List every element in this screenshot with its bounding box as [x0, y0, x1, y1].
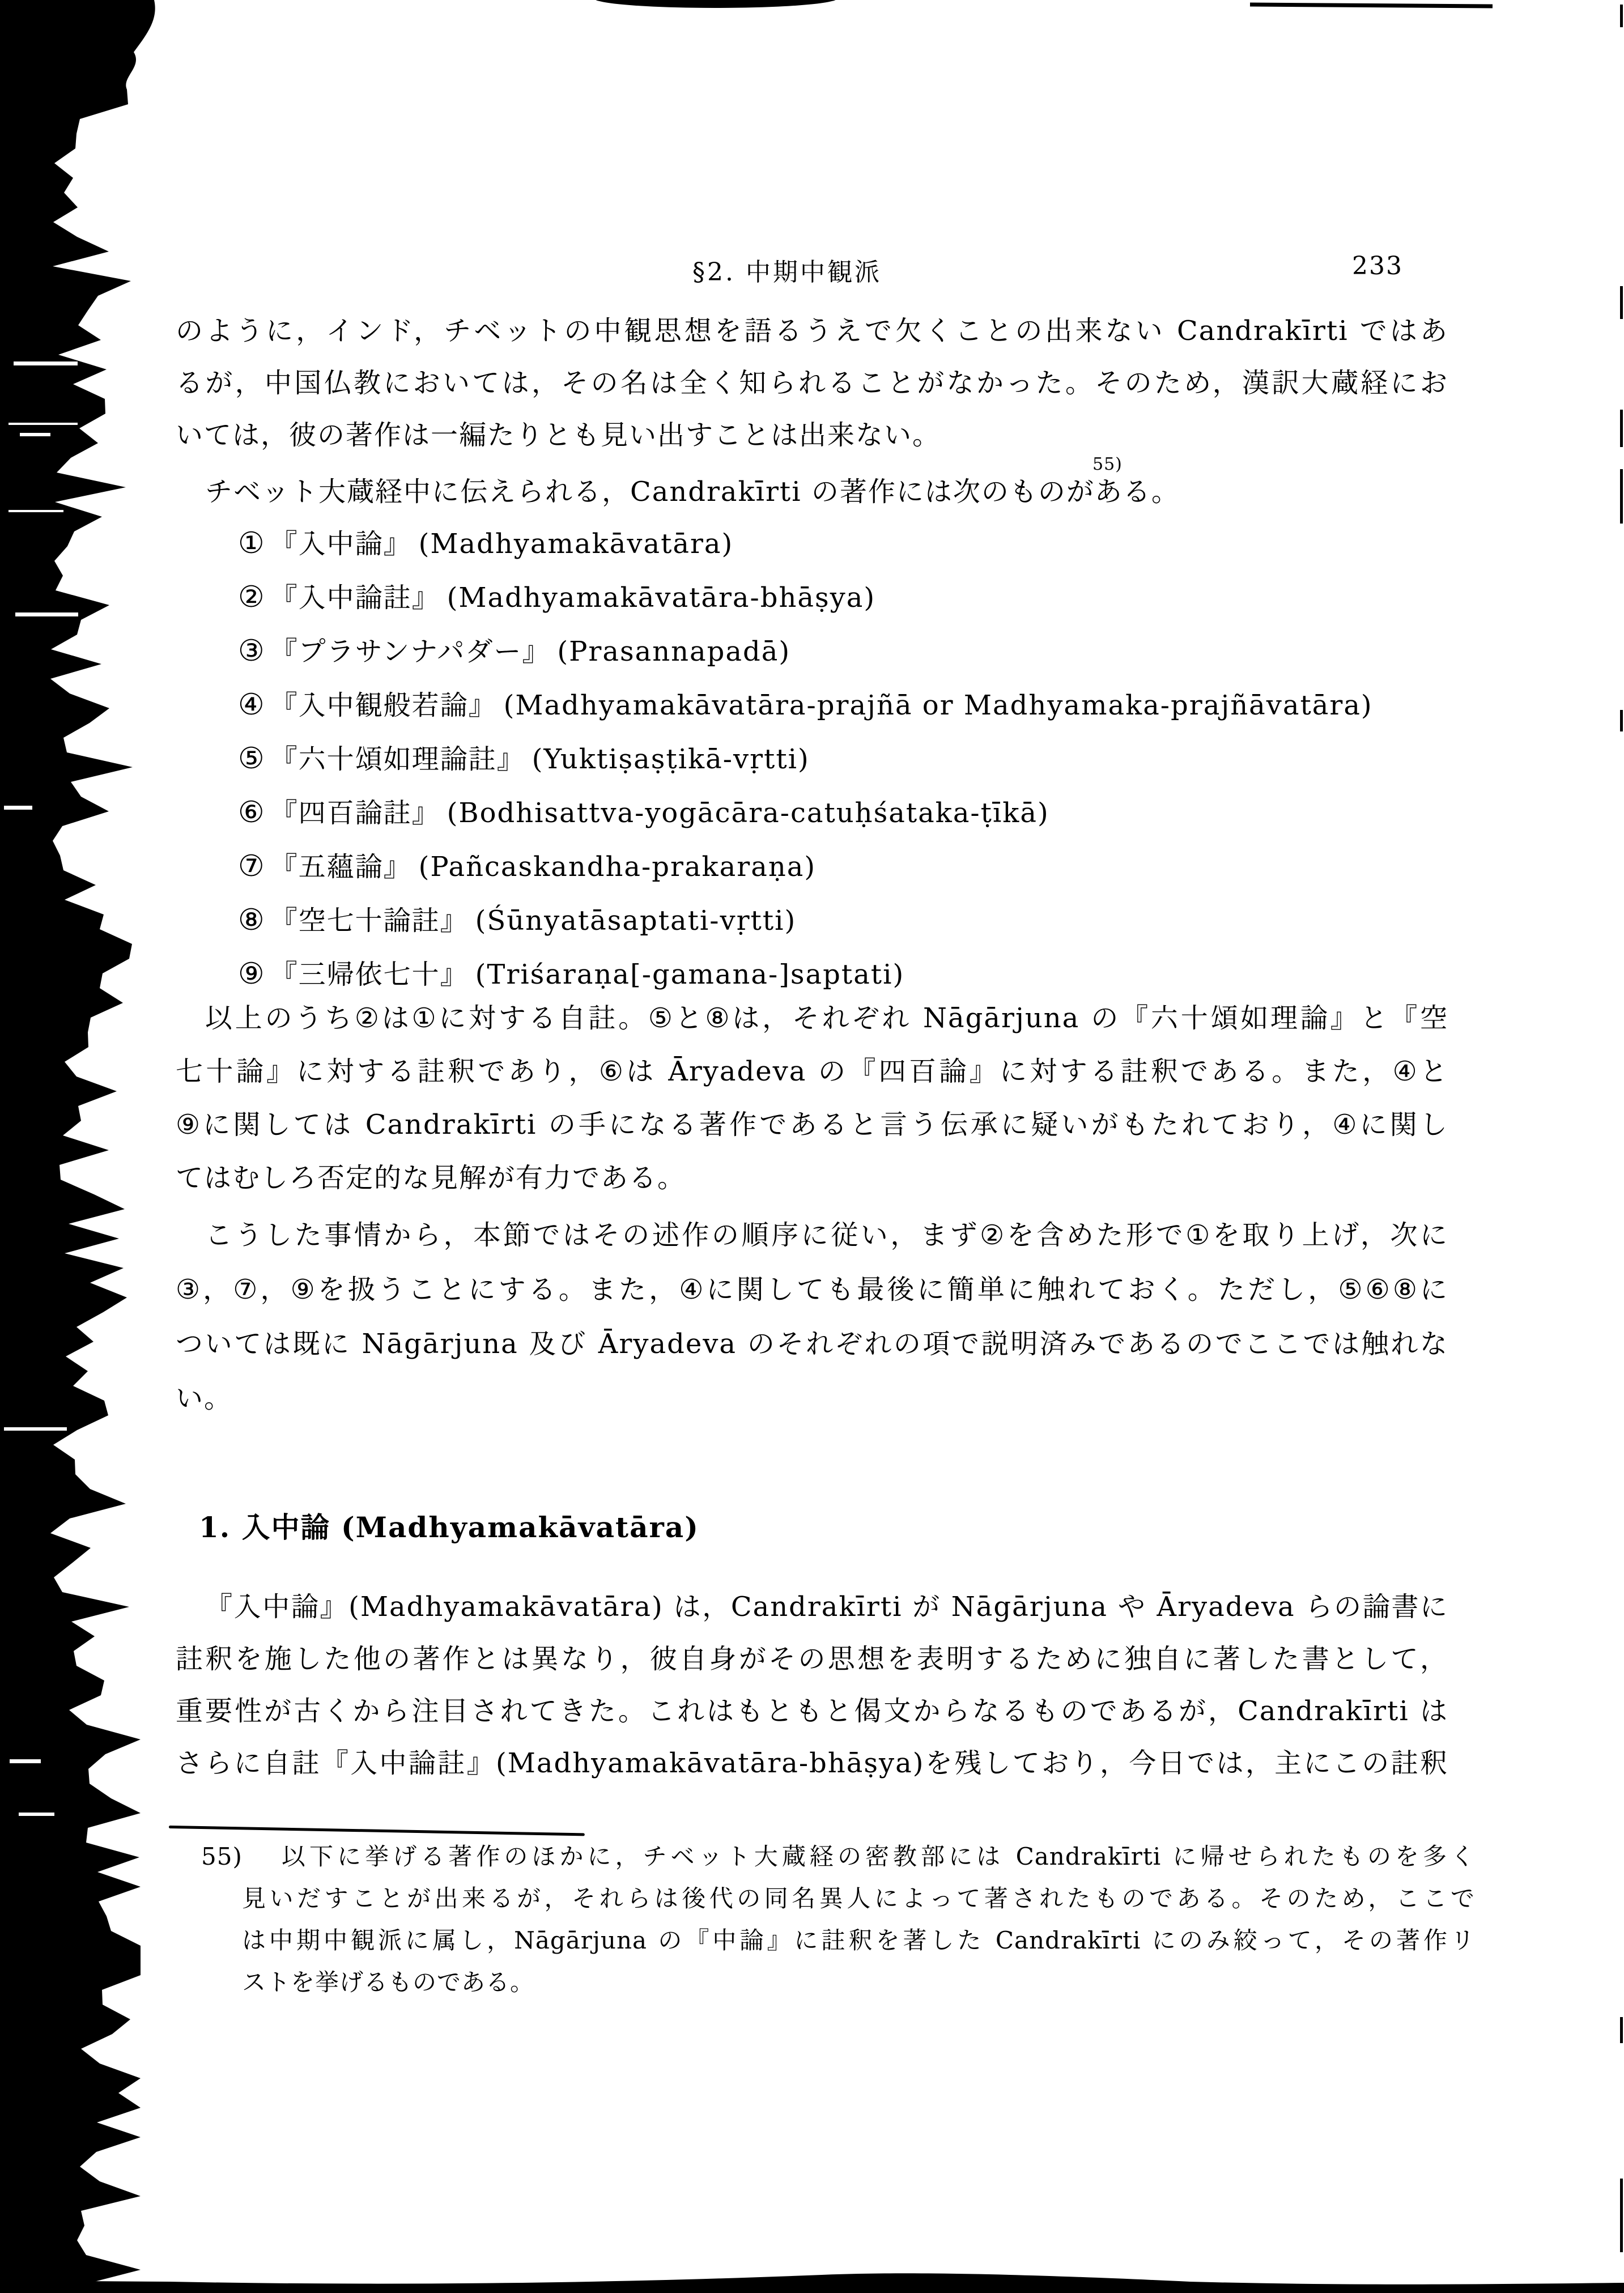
section-heading: 1. 入中論 (Madhyamakāvatāra): [199, 1511, 699, 1544]
work-romanization: (Prasannapadā): [557, 636, 791, 667]
body-line: こうした事情から，本節ではその述作の順序に従い，まず②を含めた形で①を取り上げ，次に: [205, 1219, 1448, 1251]
scan-artifact-right-edge: [1620, 2017, 1623, 2043]
body-line: 以上のうち②は①に対する自註。⑤と⑧は，それぞれ Nāgārjuna の『六十頌如理論』と『空: [205, 1002, 1448, 1034]
body-line: チベット大蔵経中に伝えられる，Candrakīrti の著作には次のものがある。: [205, 476, 1180, 508]
list-item-work-2: [238, 571, 1448, 624]
list-item-work-6: [238, 786, 1448, 840]
paragraph-3: [176, 992, 1448, 1205]
body-line: ついては既に Nāgārjuna 及び Āryadeva のそれぞれの項で説明済みであるのでここでは触れな: [176, 1328, 1448, 1360]
scan-artifact-right-edge: [1620, 710, 1623, 731]
circled-number: ⑨: [238, 957, 265, 991]
body-line: い。: [176, 1382, 233, 1414]
running-head-section-title: §2. 中期中観派: [692, 258, 882, 287]
work-title: 『入中観般若論』: [270, 690, 497, 721]
footnote-ref-superscript: 55): [1092, 454, 1123, 474]
footnote-line: ストを挙げるものである。: [242, 1968, 535, 1996]
page-number: 233: [1352, 252, 1403, 280]
works-list: [176, 517, 1448, 1001]
work-romanization: (Yuktiṣaṣṭikā-vṛtti): [532, 743, 810, 775]
body-line: るが，中国仏教においては，その名は全く知られることがなかった。そのため，漢訳大蔵経にお: [176, 367, 1448, 399]
work-title: 『五蘊論』: [270, 851, 412, 883]
circled-number: ④: [238, 688, 265, 722]
footnote-separator-rule: [169, 1826, 585, 1836]
scan-artifact-top-right-line: [1250, 3, 1493, 8]
footnote-number: 55): [201, 1843, 243, 1870]
circled-number: ①: [238, 526, 265, 560]
work-title: 『プラサンナパダー』: [270, 636, 551, 667]
work-romanization: (Pañcaskandha-prakaraṇa): [418, 851, 817, 883]
circled-number: ②: [238, 580, 265, 614]
footnote-line: 見いだすことが出来るが，それらは後代の同名異人によって著されたものである。そのため，ここで: [242, 1884, 1475, 1912]
work-romanization: (Madhyamakāvatāra-bhāṣya): [447, 582, 876, 614]
scan-artifact-top-arc: [594, 0, 837, 8]
list-item-work-7: [238, 840, 1448, 894]
work-romanization: (Triśaraṇa[-gamana-]saptati): [475, 959, 905, 990]
scan-gutter-artifact: [0, 0, 170, 2293]
scan-artifact-right-edge: [1620, 469, 1623, 524]
circled-number: ③: [238, 634, 265, 668]
paragraph-1: [176, 305, 1448, 461]
body-line: てはむしろ否定的な見解が有力である。: [176, 1162, 686, 1194]
footnote-55: [201, 1836, 1475, 2003]
scan-artifact-bottom-bar: [0, 2269, 1624, 2293]
body-line: 重要性が古くから注目されてきた。これはもともと偈文からなるものであるが，Candrakīrti は: [176, 1695, 1448, 1727]
paragraph-2-intro: [176, 466, 1448, 518]
body-line: のように，インド，チベットの中観思想を語るうえで欠くことの出来ない Candrakīrti ではあ: [176, 315, 1448, 347]
body-line: 註釈を施した他の著作とは異なり，彼自身がその思想を表明するために独自に著した書として，: [176, 1643, 1448, 1675]
body-line: 七十論』に対する註釈であり，⑥は Āryadeva の『四百論』に対する註釈である。また，④と: [176, 1056, 1448, 1087]
work-romanization: (Madhyamakāvatāra): [418, 528, 734, 560]
list-item-work-4: [238, 678, 1448, 732]
scan-artifact-right-edge: [1620, 286, 1623, 319]
circled-number: ⑥: [238, 795, 265, 829]
body-line: 『入中論』(Madhyamakāvatāra) は，Candrakīrti が Nāgārjuna や Āryadeva らの論書に: [205, 1591, 1448, 1623]
list-item-work-8: [238, 894, 1448, 947]
body-line: いては，彼の著作は一編たりとも見い出すことは出来ない。: [176, 419, 941, 451]
work-title: 『六十頌如理論註』: [270, 743, 525, 775]
scan-artifact-right-edge: [1620, 410, 1623, 447]
body-line: ⑨に関しては Candrakīrti の手になる著作であると言う伝承に疑いがもたれており，④に関し: [176, 1109, 1448, 1141]
circled-number: ⑦: [238, 849, 265, 883]
section-1-paragraph: [176, 1581, 1448, 1789]
list-item-work-3: [238, 624, 1448, 678]
footnote-line: 以下に挙げる著作のほかに，チベット大蔵経の密教部には Candrakīrti に帰せられたものを多く: [282, 1843, 1475, 1870]
footnote-first-line: [201, 1836, 1475, 1878]
work-romanization: (Madhyamakāvatāra-prajñā or Madhyamaka-prajñāvatāra): [503, 690, 1373, 721]
work-title: 『空七十論註』: [270, 905, 469, 937]
body-line: さらに自註『入中論註』(Madhyamakāvatāra-bhāṣya)を残しており，今日では，主にこの註釈: [176, 1747, 1448, 1779]
paragraph-4: [176, 1208, 1448, 1426]
work-title: 『三帰依七十』: [270, 959, 469, 990]
circled-number: ⑤: [238, 742, 265, 776]
work-title: 『四百論註』: [270, 797, 440, 829]
list-item-work-5: [238, 732, 1448, 786]
work-romanization: (Śūnyatāsaptati-vṛtti): [475, 905, 797, 937]
circled-number: ⑧: [238, 903, 265, 937]
work-title: 『入中論』: [270, 528, 412, 560]
body-line: ③，⑦，⑨を扱うことにする。また，④に関しても最後に簡単に触れておく。ただし，⑤⑥⑧に: [176, 1274, 1448, 1305]
list-item-work-1: [238, 517, 1448, 571]
work-title: 『入中論註』: [270, 582, 440, 614]
footnote-line: は中期中観派に属し，Nāgārjuna の『中論』に註釈を著した Candrakīrti にのみ絞って，その著作リ: [242, 1926, 1475, 1954]
work-romanization: (Bodhisattva-yogācāra-catuḥśataka-ṭīkā): [447, 797, 1049, 829]
scan-artifact-right-edge: [1620, 5, 1623, 27]
scan-artifact-right-edge: [1620, 2179, 1623, 2252]
